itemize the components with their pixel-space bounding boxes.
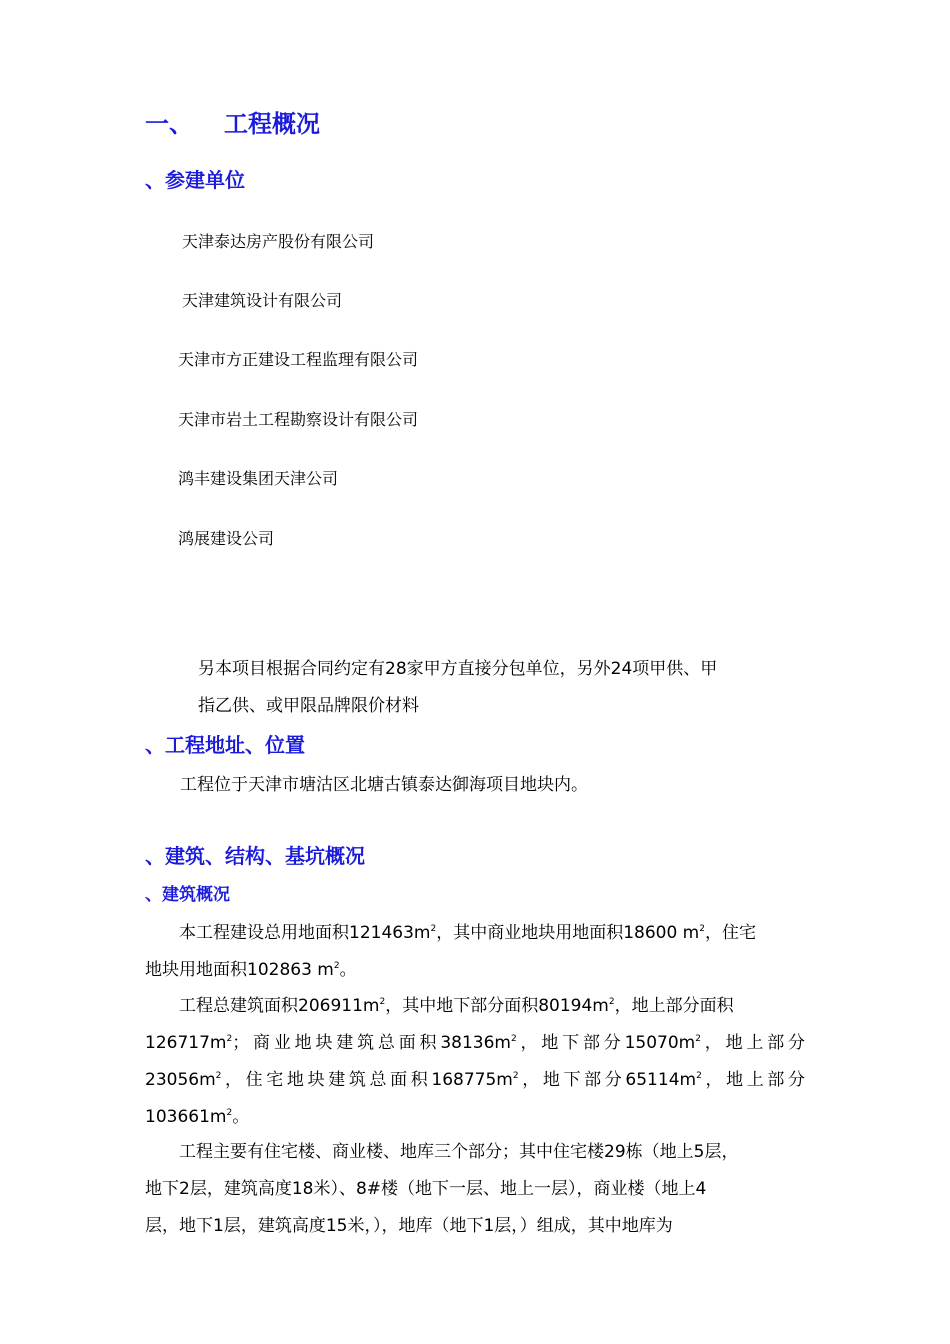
participants-heading: 、参建单位 xyxy=(145,168,245,192)
section-number: 一、 xyxy=(145,109,193,138)
unit-supervisor: 天津市方正建设工程监理有限公司 xyxy=(178,350,419,369)
area-paragraph: 本工程建设总用地面积$121463m^2$，其中商业地块用地面积18600 $m^2$，住宅 地块用地面积102863 $m^2$。 xyxy=(145,923,756,980)
building-area-paragraph: 工程总建筑面积$206911m^2$，其中地下部分面积$80194m^2$，地上部分面积 $126717m^2$；商业地块建筑总面积$38136m^2$，地下部分$15070m^2$，地上部分 $23056m^2$，住宅地块建筑总面积$168775m^2$，地下部分$65114m^2$，地上部分 $103661m^2$。 xyxy=(145,996,806,1127)
architecture-subheading: 、建筑概况 xyxy=(145,885,230,905)
unit-designer: 天津建筑设计有限公司 xyxy=(182,291,343,310)
composition-paragraph: 工程主要有住宅楼、商业楼、地库三个部分；其中住宅楼29栋（地上5层， 地下2层，建筑高度18米）、8#楼（地下一层、地上一层），商业楼（地上4 层，地下1层，建筑高度15米，），地库（地下1层，）组成，其中地库为 xyxy=(145,1142,739,1236)
location-heading: 、工程地址、位置 xyxy=(145,733,305,757)
section-title: 工程概况 xyxy=(224,109,320,138)
unit-contractor: 鸿丰建设集团天津公司 xyxy=(178,469,339,488)
participants-note-line2: 指乙供、或甲限品牌限价材料 xyxy=(198,696,419,716)
unit-subcontractor: 鸿展建设公司 xyxy=(178,529,275,548)
participants-note-line1: 另本项目根据合同约定有28家甲方直接分包单位，另外24项甲供、甲 xyxy=(198,659,718,679)
unit-surveyor: 天津市岩土工程勘察设计有限公司 xyxy=(178,410,419,429)
overview-heading: 、建筑、结构、基坑概况 xyxy=(145,844,365,868)
location-text: 工程位于天津市塘沽区北塘古镇泰达御海项目地块内。 xyxy=(180,775,588,795)
unit-developer: 天津泰达房产股份有限公司 xyxy=(182,232,375,251)
